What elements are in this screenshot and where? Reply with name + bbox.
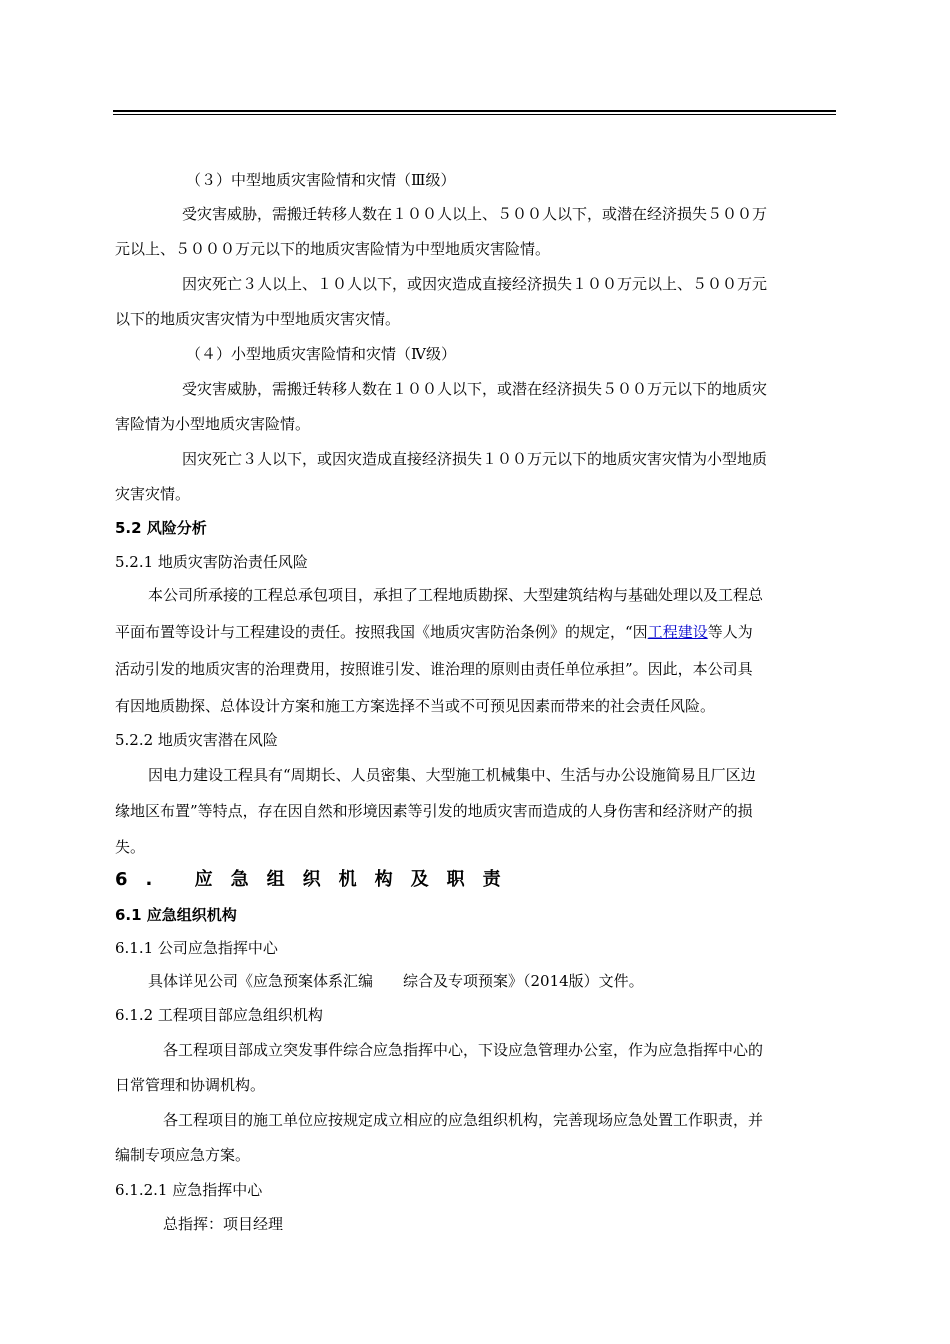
paragraph-text: 等人为 [707,623,753,641]
paragraph-text: 平面布置等设计与工程建设的责任。按照我国《地质灾害防治条例》的规定，“因 [115,623,648,641]
paragraph-line: 本公司所承接的工程总承包项目，承担了工程地质勘探、大型建筑结构与基础处理以及工程总 [148,586,764,604]
subheading-medium-disaster: （３）中型地质灾害险情和灾情（Ⅲ级） [186,171,456,189]
paragraph-line: 害险情为小型地质灾害险情。 [115,415,311,433]
paragraph-line: 总指挥：项目经理 [163,1215,284,1233]
chapter-heading-6: 6. 应急组织机构及职责 [115,869,519,890]
paragraph-line: 受灾害威胁，需搬迁转移人数在１００人以下，或潜在经济损失５００万元以下的地质灾 [182,380,768,398]
paragraph-line-with-link [115,622,753,642]
paragraph-line: 各工程项目的施工单位应按规定成立相应的应急组织机构，完善现场应急处置工作职责，并 [163,1111,764,1129]
paragraph-line: 元以上、５０００万元以下的地质灾害险情为中型地质灾害险情。 [115,240,551,258]
header-rule-thin [113,114,836,115]
subsection-heading-6-1-2: 6.1.2 工程项目部应急组织机构 [115,1006,323,1024]
paragraph-line: 具体详见公司《应急预案体系汇编 综合及专项预案》（2014版）文件。 [148,972,644,990]
paragraph-line: 编制专项应急方案。 [115,1146,251,1164]
paragraph-line: 缘地区布置”等特点，存在因自然和形境因素等引发的地质灾害而造成的人身伤害和经济财产的损 [115,802,753,820]
subheading-small-disaster: （４）小型地质灾害险情和灾情（Ⅳ级） [186,345,456,363]
paragraph-line: 失。 [115,838,146,856]
paragraph-line: 灾害灾情。 [115,485,191,503]
paragraph-line: 以下的地质灾害灾情为中型地质灾害灾情。 [115,310,401,328]
subsection-heading-5-2-2: 5.2.2 地质灾害潜在风险 [115,731,278,749]
paragraph-line: 因电力建设工程具有“周期长、人员密集、大型施工机械集中、生活与办公设施简易且厂区边 [148,766,756,784]
subsection-heading-6-1-1: 6.1.1 公司应急指挥中心 [115,939,278,957]
subsection-heading-5-2-1: 5.2.1 地质灾害防治责任风险 [115,553,308,571]
paragraph-line: 活动引发的地质灾害的治理费用，按照谁引发、谁治理的原则由责任单位承担”。因此，本公司具 [115,660,753,678]
section-heading-5-2: 5.2 风险分析 [115,519,207,537]
section-heading-6-1: 6.1 应急组织机构 [115,906,237,924]
paragraph-line: 因灾死亡３人以上、１０人以下，或因灾造成直接经济损失１００万元以上、５００万元 [182,275,768,293]
paragraph-line: 各工程项目部成立突发事件综合应急指挥中心，下设应急管理办公室，作为应急指挥中心的 [163,1041,764,1059]
paragraph-line: 日常管理和协调机构。 [115,1076,266,1094]
paragraph-line: 有因地质勘探、总体设计方案和施工方案选择不当或不可预见因素而带来的社会责任风险。 [115,697,716,715]
paragraph-line: 受灾害威胁，需搬迁转移人数在１００人以上、５００人以下，或潜在经济损失５００万 [182,205,768,223]
engineering-construction-link[interactable]: 工程建设 [647,623,708,641]
header-rule-thick [113,110,836,112]
subsection-heading-6-1-2-1: 6.1.2.1 应急指挥中心 [115,1181,263,1199]
paragraph-line: 因灾死亡３人以下，或因灾造成直接经济损失１００万元以下的地质灾害灾情为小型地质 [182,450,768,468]
